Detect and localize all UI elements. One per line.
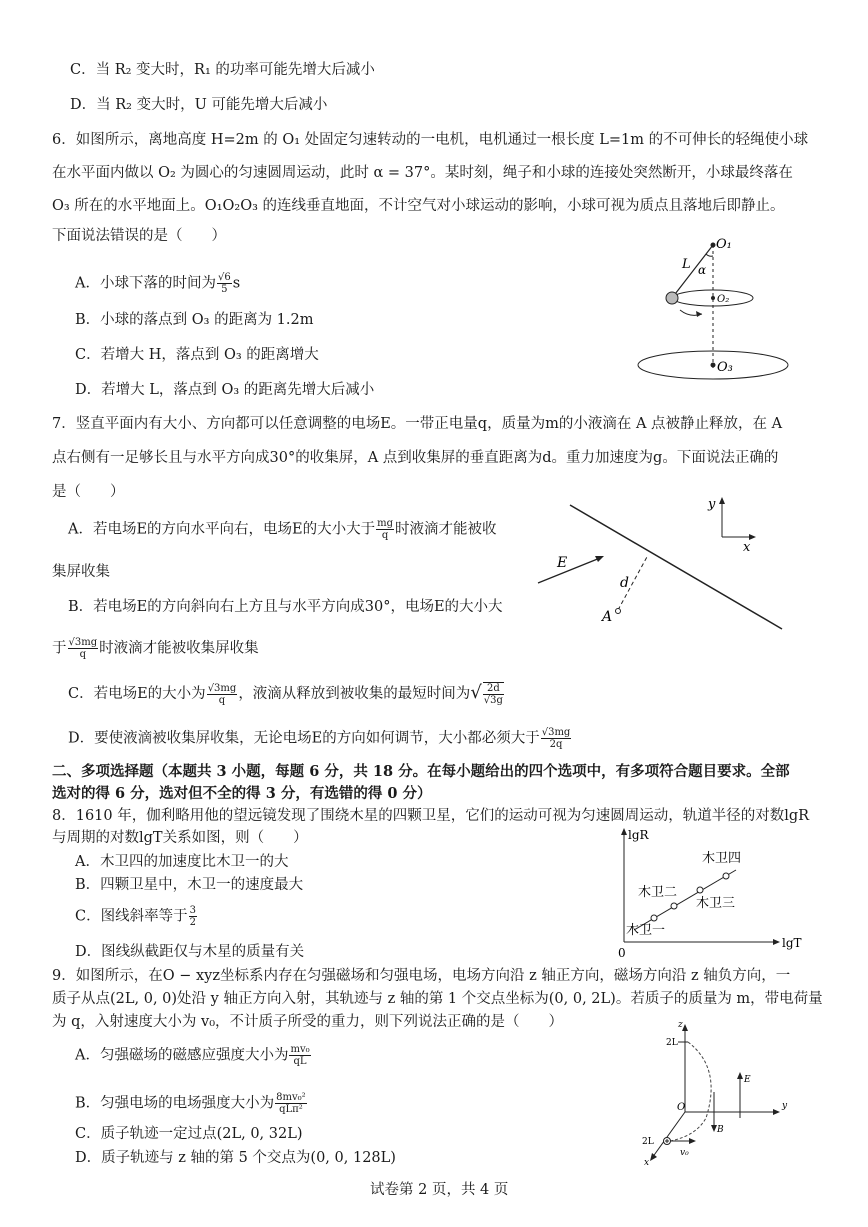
q9-stem-line1: 9．如图所示，在O − xyz坐标系内存在匀强磁场和匀强电场，电场方向沿 z 轴正方向，磁场方向沿 z 轴负方向，一 (52, 968, 791, 984)
label-v0: v₀ (680, 1148, 689, 1158)
q7-collection-screen-diagram (530, 495, 800, 635)
x-arrow-icon (650, 1153, 657, 1161)
label-a: A (602, 609, 613, 625)
label-z: z (678, 1020, 683, 1030)
q6-stem-line1: 6．如图所示，离地高度 H=2m 的 O₁ 处固定匀速转动的一电机，电机通过一根长度 L=1m 的不可伸长的轻绳使小球 (52, 132, 809, 148)
label-s2: 木卫二 (638, 885, 678, 900)
data-point-s4 (723, 873, 729, 879)
fraction: $\frac{√3mg}{q}$ (68, 637, 98, 660)
y-arrow-icon (621, 828, 627, 835)
label-b: B (717, 1125, 724, 1135)
label-alpha: α (698, 263, 707, 277)
fraction: $\frac{√3mg}{q}$ (207, 682, 237, 706)
q8-option-d: D．图线纵截距仅与木星的质量有关 (75, 944, 305, 960)
section2-heading-line2: 选对的得 6 分，选对但不全的得 3 分，有选错的得 0 分） (52, 785, 432, 802)
label-y: y (708, 497, 716, 512)
y-arrow-icon (719, 497, 725, 504)
q9-option-a: A．匀强磁场的磁感应强度大小为 $\frac{\text{mv₀}}{qL}$ (75, 1044, 310, 1067)
label-y: y (782, 1101, 788, 1111)
q7-option-a-cont: 集屏收集 (52, 564, 110, 580)
q7-option-b: B．若电场E的方向斜向右上方且与水平方向成30°，电场E的大小大 (68, 599, 503, 615)
label-s1: 木卫一 (626, 923, 666, 938)
q7-option-a: A．若电场E的方向水平向右，电场E的大小大于 $\frac{mg}{q}$ 时液滴才能被收 (68, 518, 497, 541)
data-point-s3 (697, 887, 703, 893)
fraction: $\frac{mg}{q}$ (377, 518, 394, 541)
point-a (616, 609, 621, 614)
label-e: E (557, 555, 568, 571)
v0-arrow-icon (689, 1138, 696, 1144)
label-e: E (744, 1075, 751, 1085)
q6-circular-motion-diagram (630, 230, 790, 385)
fraction: $\frac{√3mg}{2q}$ (541, 727, 571, 750)
q9-stem-line2: 质子从点(2L, 0, 0)处沿 y 轴正方向入射，其轨迹与 z 轴的第 1 个交点坐标为(0, 0, 2L)。若质子的质量为 m，带电荷量 (52, 991, 823, 1007)
q7-option-c: C．若电场E的大小为 $\frac{√3mg}{q}$ ，液滴从释放到被收集的最短时间为√ $\frac{2d}{√3g}$ (68, 682, 503, 706)
label-s3: 木卫三 (696, 896, 736, 911)
fraction: $\frac{3}{2}$ (189, 905, 196, 928)
q9-option-d: D．质子轨迹与 z 轴的第 5 个交点为(0, 0, 128L) (75, 1150, 396, 1166)
q5-option-c: C．当 R₂ 变大时，R₁ 的功率可能先增大后减小 (70, 62, 375, 78)
q7-stem-line3: 是（ ） (52, 484, 125, 500)
label-o1: O₁ (716, 237, 732, 252)
label-s4: 木卫四 (702, 851, 742, 866)
q9-option-c: C．质子轨迹一定过点(2L, 0, 32L) (75, 1126, 303, 1142)
q9-stem-line3: 为 q，入射速度大小为 v₀，不计质子所受的重力，则下列说法正确的是（ ） (52, 1014, 564, 1030)
q7-stem-line1: 7．竖直平面内有大小、方向都可以任意调整的电场E。一带正电量q，质量为m的小液滴在 A 点被静止释放，在 A (52, 416, 783, 432)
fraction: $\frac{\text{mv₀}}{qL}$ (290, 1044, 310, 1067)
q6-option-d: D．若增大 L，落点到 O₃ 的距离先增大后减小 (75, 382, 375, 398)
fraction: $\frac{\text{8mv₀²}}{\text{qLπ²}}$ (276, 1092, 306, 1115)
q7-stem-line2: 点右侧有一足够长且与水平方向成30°的收集屏，A 点到收集屏的垂直距离为d。重力加速度为g。下面说法正确的 (52, 450, 779, 466)
data-point-s2 (671, 903, 677, 909)
section2-heading-line1: 二、多项选择题（本题共 3 小题，每题 6 分，共 18 分。在每小题给出的四个选项中，有多项符合题目要求。全部 (52, 763, 790, 780)
q7-option-d: D．要使液滴被收集屏收集，无论电场E的方向如何调节，大小都必须大于 $\frac{√3mg}{2q}$ (68, 727, 571, 750)
ball-icon (666, 292, 678, 304)
label-origin: 0 (618, 946, 626, 960)
y-arrow-icon (773, 1109, 780, 1115)
label-l: L (682, 257, 691, 272)
label-o3: O₃ (717, 360, 733, 375)
q6-stem-line4: 下面说法错误的是（ ） (52, 228, 226, 244)
q6-option-a: A．小球下落的时间为 $\frac{√6}{5}$ s (75, 272, 241, 295)
label-origin: O (677, 1102, 686, 1113)
q8-stem-line1: 8．1610 年，伽利略用他的望远镜发现了围绕木星的四颗卫星，它们的运动可视为匀速圆周运动，轨道半径的对数lgR (52, 808, 810, 824)
label-lgt: lgT (782, 936, 802, 950)
x-arrow-icon (773, 939, 780, 945)
q8-option-a: A．木卫四的加速度比木卫一的大 (75, 854, 289, 870)
q8-stem-line2: 与周期的对数lgT关系如图，则（ ） (52, 830, 308, 846)
q8-lgr-lgt-graph (612, 826, 812, 960)
e-field-arrow-icon (737, 1072, 743, 1079)
q6-stem-line2: 在水平面内做以 O₂ 为圆心的匀速圆周运动，此时 α = 37°。某时刻，绳子和小球的连接处突然断开，小球最终落在 (52, 165, 793, 181)
q6-option-b: B．小球的落点到 O₃ 的距离为 1.2m (75, 312, 314, 328)
q9-option-b: B．匀强电场的电场强度大小为 $\frac{\text{8mv₀²}}{\text{qLπ²}}$ (75, 1092, 306, 1115)
point-o2 (711, 296, 715, 300)
sqrt-sign: √ (470, 682, 482, 703)
q9-3d-coordinate-diagram (630, 1018, 790, 1168)
label-z-2l: 2L (666, 1038, 678, 1048)
label-o2: O₂ (717, 294, 730, 305)
q7-option-b-cont: 于 $\frac{√3mg}{q}$ 时液滴才能被收集屏收集 (52, 637, 259, 660)
point-o1 (711, 243, 716, 248)
q6-option-c: C．若增大 H，落点到 O₃ 的距离增大 (75, 347, 319, 363)
fraction: $\frac{2d}{√3g}$ (483, 683, 503, 706)
label-lgr: lgR (628, 828, 649, 842)
q6-stem-line3: O₃ 所在的水平地面上。O₁O₂O₃ 的连线垂直地面，不计空气对小球运动的影响，小球可视为质点且落地后即静止。 (52, 198, 785, 214)
q8-option-c: C．图线斜率等于 $\frac{3}{2}$ (75, 905, 196, 928)
data-point-s1 (651, 915, 657, 921)
arrow-head-icon (696, 311, 702, 317)
label-d: d (620, 575, 629, 591)
q8-option-b: B．四颗卫星中，木卫一的速度最大 (75, 877, 304, 893)
z-arrow-icon (682, 1024, 688, 1031)
trajectory-path (670, 1042, 711, 1141)
fraction: $\frac{√6}{5}$ (217, 272, 231, 295)
label-x-2l: 2L (642, 1137, 654, 1147)
label-x: x (644, 1158, 650, 1168)
page-footer: 试卷第 2 页，共 4 页 (370, 1182, 509, 1198)
alpha-arc (706, 254, 713, 256)
e-field-arrow-line (538, 558, 600, 583)
point-o3 (711, 363, 716, 368)
q5-option-d: D．当 R₂ 变大时，U 可能先增大后减小 (70, 97, 328, 113)
label-x: x (743, 540, 751, 555)
